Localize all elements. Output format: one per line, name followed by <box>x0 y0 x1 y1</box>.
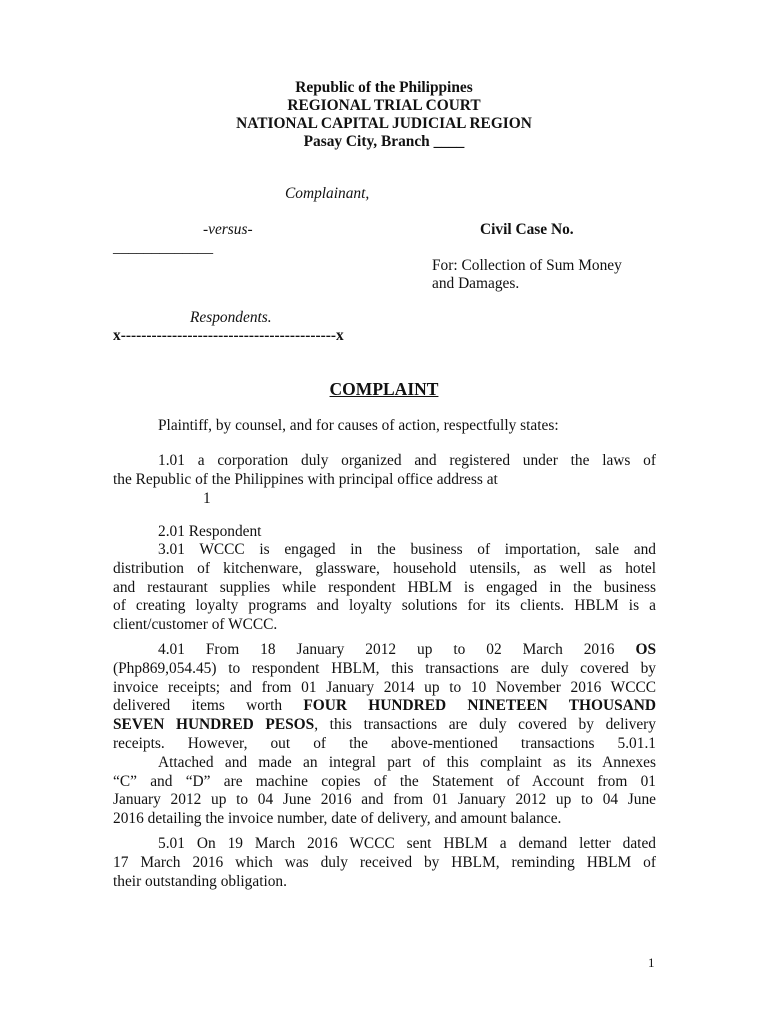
p501-line1: 5.01 On 19 March 2016 WCCC sent HBLM a demand letter dated <box>158 835 656 852</box>
p501-line2: 17 March 2016 which was duly received by HBLM, reminding HBLM of <box>113 853 656 871</box>
p101-line3: 1 <box>203 489 211 507</box>
p301-line5: client/customer of WCCC. <box>113 616 278 634</box>
document-title: COMPLAINT <box>329 379 439 399</box>
case-nature-line1: For: Collection of Sum Money <box>432 257 622 274</box>
header-republic: Republic of the Philippines <box>295 79 473 96</box>
paragraph-3-01 <box>113 541 656 635</box>
p401-line1 <box>113 641 656 660</box>
p401-line2: (Php869,054.45) to respondent HBLM, this transactions are duly covered by <box>113 659 656 677</box>
header-region: NATIONAL CAPITAL JUDICIAL REGION <box>236 115 532 132</box>
p401-line1-text: 4.01 From 18 January 2012 up to 02 March 2016 <box>158 641 615 658</box>
p301-line3: and restaurant supplies while respondent HBLM is engaged in the business <box>113 578 656 596</box>
paragraph-5-01 <box>113 835 656 891</box>
p401-amount-words-2: SEVEN HUNDRED PESOS <box>113 716 315 734</box>
p401-line5 <box>113 716 656 735</box>
p401-line7: Attached and made an integral part of this complaint as its Annexes <box>158 753 656 771</box>
intro-statement: Plaintiff, by counsel, and for causes of action, respectfully states: <box>158 417 559 434</box>
complainant-label: Complainant, <box>285 185 370 202</box>
page-number: 1 <box>648 955 655 970</box>
header-court: REGIONAL TRIAL COURT <box>287 97 481 114</box>
paragraph-2-01: 2.01 Respondent <box>158 523 262 540</box>
respondents-label: Respondents. <box>190 309 272 326</box>
p401-line5-text: , this transactions are duly covered by delivery <box>314 716 656 734</box>
p101-line1: 1.01 a corporation duly organized and registered under the laws of <box>158 452 656 469</box>
p401-line8: “C” and “D” are machine copies of the Statement of Account from 01 <box>113 772 656 790</box>
p401-line9: January 2012 up to 04 June 2016 and from 01 January 2012 up to 04 June <box>113 791 656 809</box>
respondent-blank: _____________ <box>113 239 214 256</box>
p401-line10: 2016 detailing the invoice number, date of delivery, and amount balance. <box>113 810 562 828</box>
p401-line4 <box>113 697 656 716</box>
p301-line4: of creating loyalty programs and loyalty solutions for its clients. HBLM is a <box>113 597 656 615</box>
civil-case-no: Civil Case No. <box>480 221 574 238</box>
p301-line1: 3.01 WCCC is engaged in the business of importation, sale and <box>158 541 656 558</box>
p401-os: OS <box>635 641 656 658</box>
p401-line4-text: delivered items worth <box>113 697 283 715</box>
versus-label: -versus- <box>203 221 253 238</box>
p301-line2: distribution of kitchenware, glassware, household utensils, as well as hotel <box>113 559 656 577</box>
paragraph-1-01 <box>113 452 656 508</box>
p401-line3: invoice receipts; and from 01 January 2014 up to 10 November 2016 WCCC <box>113 678 656 696</box>
caption-separator: x------------------------------------------x <box>113 327 344 344</box>
p501-line3: their outstanding obligation. <box>113 872 287 890</box>
p101-line2: the Republic of the Philippines with principal office address at <box>113 470 498 488</box>
p401-amount-words-1: FOUR HUNDRED NINETEEN THOUSAND <box>303 697 656 715</box>
paragraph-4-01 <box>113 641 656 829</box>
header-branch: Pasay City, Branch ____ <box>303 133 465 150</box>
p401-line6: receipts. However, out of the above-mentioned transactions 5.01.1 <box>113 734 656 752</box>
case-nature-line2: and Damages. <box>432 275 520 292</box>
